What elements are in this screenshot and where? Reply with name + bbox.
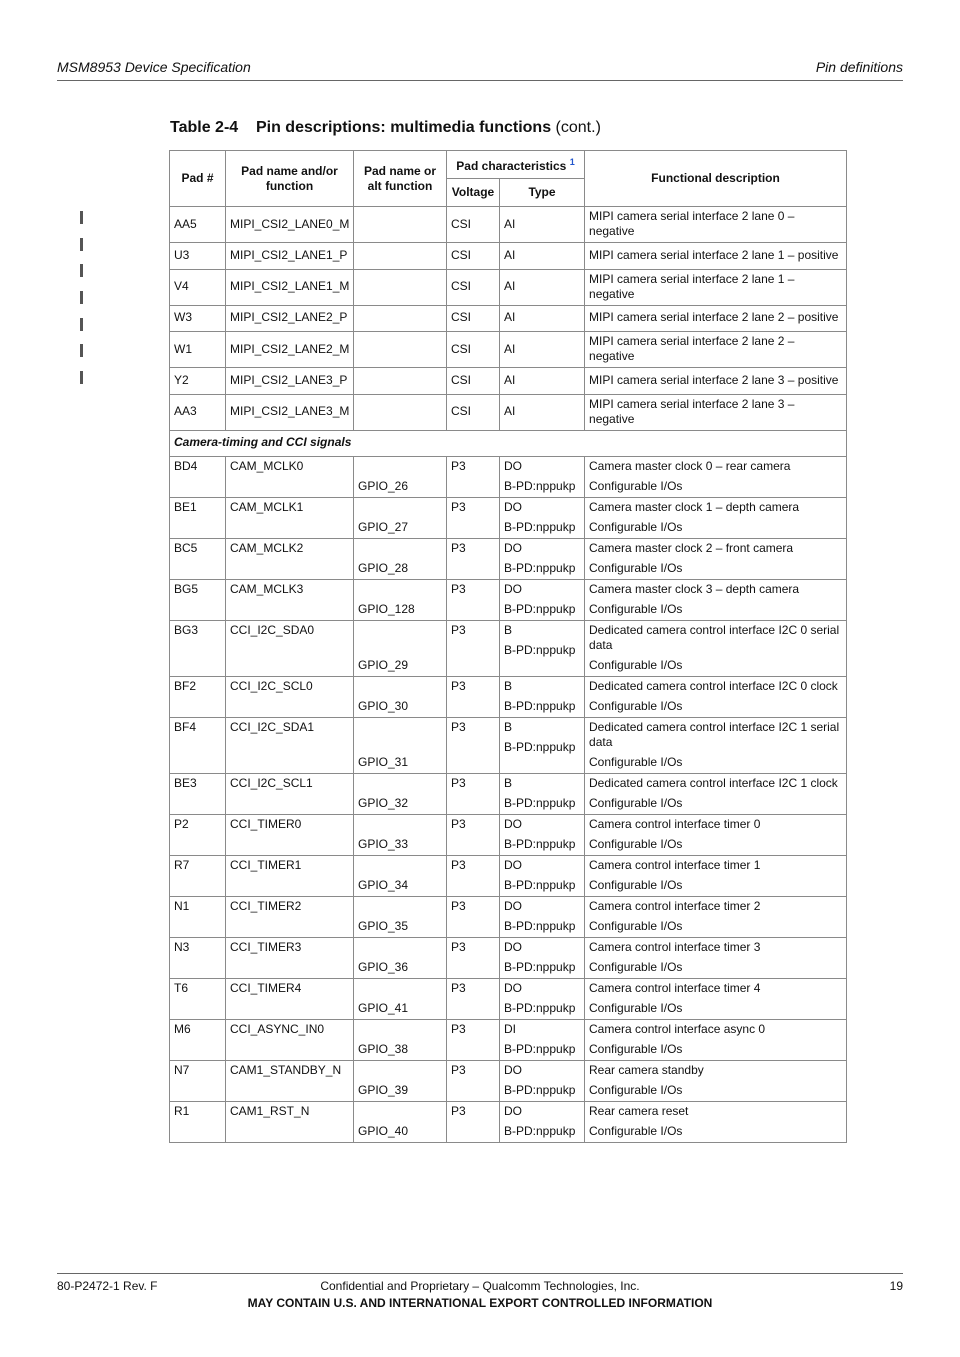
pad-type-alt: B-PD:nppukp — [504, 1041, 576, 1056]
pad-type-alt: B-PD:nppukp — [504, 918, 576, 933]
alt-function — [354, 207, 447, 243]
table-title: Pin descriptions: multimedia functions — [255, 119, 552, 136]
pad-number: R7 — [170, 855, 226, 896]
pad-type — [500, 717, 585, 773]
pad-name: CCI_TIMER0 — [226, 814, 354, 855]
col-header-voltage: Voltage — [447, 179, 500, 207]
pad-type — [500, 855, 585, 896]
change-bars — [80, 211, 86, 398]
alt-function: GPIO_31 — [354, 717, 447, 773]
alt-function — [354, 243, 447, 270]
pad-name: CCI_I2C_SCL0 — [226, 676, 354, 717]
confidential-notice: Confidential and Proprietary – Qualcomm Technologies, Inc. — [320, 1279, 640, 1293]
description — [585, 620, 847, 676]
table-row — [170, 207, 847, 243]
pad-number: AA3 — [170, 394, 226, 430]
pad-type: AI — [500, 243, 585, 270]
table-row — [170, 855, 847, 896]
pad-type-primary: B — [504, 775, 513, 790]
gpio-rows — [170, 456, 847, 1142]
alt-function — [354, 269, 447, 305]
description: MIPI camera serial interface 2 lane 0 – negative — [585, 207, 847, 243]
description — [585, 579, 847, 620]
description-primary: Camera master clock 2 – front camera — [589, 540, 794, 555]
description-primary: Dedicated camera control interface I2C 0 serial data — [589, 622, 840, 652]
pad-type-primary: DO — [504, 816, 522, 831]
description-primary: Camera control interface timer 2 — [589, 898, 761, 913]
pad-number: BC5 — [170, 538, 226, 579]
pad-name: MIPI_CSI2_LANE2_P — [226, 305, 354, 332]
pad-name: CCI_TIMER2 — [226, 896, 354, 937]
alt-function: GPIO_32 — [354, 773, 447, 814]
description — [585, 717, 847, 773]
pad-type-primary: DO — [504, 1062, 522, 1077]
alt-function: GPIO_30 — [354, 676, 447, 717]
description-primary: Rear camera reset — [589, 1103, 689, 1118]
description-alt: Configurable I/Os — [589, 918, 683, 933]
pin-table — [169, 150, 847, 1143]
table-row — [170, 243, 847, 270]
voltage: P3 — [447, 456, 500, 497]
pad-type-alt: B-PD:nppukp — [504, 560, 576, 575]
pad-type: AI — [500, 207, 585, 243]
description-alt: Configurable I/Os — [589, 560, 683, 575]
description-alt: Configurable I/Os — [589, 795, 683, 810]
description: MIPI camera serial interface 2 lane 1 – negative — [585, 269, 847, 305]
alt-function: GPIO_40 — [354, 1101, 447, 1142]
table-row — [170, 305, 847, 332]
alt-function — [354, 368, 447, 395]
pad-type: AI — [500, 394, 585, 430]
voltage: P3 — [447, 717, 500, 773]
pad-characteristics-label: Pad characteristics — [456, 159, 567, 173]
table-row — [170, 1019, 847, 1060]
pad-type — [500, 896, 585, 937]
pad-type-primary: DO — [504, 581, 522, 596]
pad-type — [500, 814, 585, 855]
description-primary: Camera master clock 3 – depth camera — [589, 581, 800, 596]
pad-name: CCI_TIMER4 — [226, 978, 354, 1019]
change-bar — [80, 211, 83, 224]
voltage: P3 — [447, 620, 500, 676]
pad-type — [500, 497, 585, 538]
change-bar — [80, 318, 83, 331]
alt-function: GPIO_41 — [354, 978, 447, 1019]
export-notice: MAY CONTAIN U.S. AND INTERNATIONAL EXPORT CONTROLLED INFORMATION — [247, 1296, 713, 1310]
pad-type: AI — [500, 305, 585, 332]
pad-type — [500, 978, 585, 1019]
table-row — [170, 497, 847, 538]
alt-function: GPIO_28 — [354, 538, 447, 579]
col-header-pad: Pad # — [170, 151, 226, 207]
description-primary: Dedicated camera control interface I2C 0 clock — [589, 678, 838, 693]
description-primary: Camera control interface timer 1 — [589, 857, 761, 872]
pad-number: R1 — [170, 1101, 226, 1142]
voltage: CSI — [447, 269, 500, 305]
pad-name: CAM_MCLK3 — [226, 579, 354, 620]
voltage: P3 — [447, 579, 500, 620]
pad-name: MIPI_CSI2_LANE1_P — [226, 243, 354, 270]
col-header-pad-characteristics — [447, 151, 585, 179]
description: MIPI camera serial interface 2 lane 3 – positive — [585, 368, 847, 395]
pad-type-alt: B-PD:nppukp — [504, 877, 576, 892]
description — [585, 978, 847, 1019]
pad-type: AI — [500, 269, 585, 305]
pad-number: Y2 — [170, 368, 226, 395]
voltage: P3 — [447, 855, 500, 896]
pad-number: N1 — [170, 896, 226, 937]
description-alt: Configurable I/Os — [589, 754, 683, 769]
pad-number: BF4 — [170, 717, 226, 773]
table-row — [170, 269, 847, 305]
description — [585, 855, 847, 896]
description — [585, 497, 847, 538]
description: MIPI camera serial interface 2 lane 1 – positive — [585, 243, 847, 270]
pad-type-primary: DO — [504, 458, 522, 473]
description-alt: Configurable I/Os — [589, 836, 683, 851]
footnote-ref[interactable]: 1 — [569, 157, 575, 167]
alt-function: GPIO_36 — [354, 937, 447, 978]
pad-type-primary: DO — [504, 939, 522, 954]
pad-type — [500, 1060, 585, 1101]
table-row — [170, 717, 847, 773]
pad-number: V4 — [170, 269, 226, 305]
description-primary: Dedicated camera control interface I2C 1 clock — [589, 775, 838, 790]
description-primary: Camera master clock 0 – rear camera — [589, 458, 791, 473]
table-row — [170, 368, 847, 395]
pad-number: BG3 — [170, 620, 226, 676]
pad-type-alt: B-PD:nppukp — [504, 642, 576, 657]
pad-number: BE3 — [170, 773, 226, 814]
csi-rows — [170, 207, 847, 431]
pad-type-alt: B-PD:nppukp — [504, 1000, 576, 1015]
pad-type-alt: B-PD:nppukp — [504, 698, 576, 713]
pad-name: CAM_MCLK2 — [226, 538, 354, 579]
table-row — [170, 394, 847, 430]
pad-name: CCI_ASYNC_IN0 — [226, 1019, 354, 1060]
description: MIPI camera serial interface 2 lane 2 – positive — [585, 305, 847, 332]
pad-type: AI — [500, 368, 585, 395]
pad-name: CAM1_STANDBY_N — [226, 1060, 354, 1101]
pad-name: CAM1_RST_N — [226, 1101, 354, 1142]
pad-type-primary: DO — [504, 499, 522, 514]
description-alt: Configurable I/Os — [589, 1082, 683, 1097]
table-row — [170, 978, 847, 1019]
page-number: 19 — [889, 1279, 903, 1293]
pad-type-primary: B — [504, 719, 513, 734]
description-alt: Configurable I/Os — [589, 1041, 683, 1056]
pad-type-primary: B — [504, 678, 513, 693]
pad-number: BF2 — [170, 676, 226, 717]
table-row — [170, 814, 847, 855]
table-row — [170, 1060, 847, 1101]
col-header-alt: Pad name or alt function — [354, 151, 447, 207]
pad-number: N7 — [170, 1060, 226, 1101]
pad-type: AI — [500, 332, 585, 368]
description-primary: Dedicated camera control interface I2C 1 serial data — [589, 719, 840, 749]
pad-number: N3 — [170, 937, 226, 978]
pad-type — [500, 1019, 585, 1060]
pad-type-primary: DO — [504, 980, 522, 995]
pad-number: T6 — [170, 978, 226, 1019]
footer-rule — [57, 1273, 903, 1274]
header-rule — [57, 80, 903, 81]
col-header-desc: Functional description — [585, 151, 847, 207]
pad-type — [500, 538, 585, 579]
pad-type — [500, 676, 585, 717]
pad-number: W3 — [170, 305, 226, 332]
pad-name: CCI_TIMER1 — [226, 855, 354, 896]
alt-function: GPIO_39 — [354, 1060, 447, 1101]
alt-function — [354, 394, 447, 430]
pad-name: MIPI_CSI2_LANE3_M — [226, 394, 354, 430]
table-row — [170, 620, 847, 676]
pad-number: P2 — [170, 814, 226, 855]
voltage: P3 — [447, 1101, 500, 1142]
pad-type-primary: DO — [504, 857, 522, 872]
table-row — [170, 896, 847, 937]
pad-number: W1 — [170, 332, 226, 368]
pad-type-alt: B-PD:nppukp — [504, 519, 576, 534]
pad-type — [500, 1101, 585, 1142]
voltage: P3 — [447, 497, 500, 538]
pad-type-primary: DO — [504, 1103, 522, 1118]
description-primary: Camera control interface timer 3 — [589, 939, 761, 954]
table-row — [170, 937, 847, 978]
alt-function: GPIO_26 — [354, 456, 447, 497]
pad-number: BD4 — [170, 456, 226, 497]
change-bar — [80, 344, 83, 357]
voltage: CSI — [447, 332, 500, 368]
voltage: P3 — [447, 814, 500, 855]
voltage: P3 — [447, 538, 500, 579]
alt-function: GPIO_128 — [354, 579, 447, 620]
voltage: P3 — [447, 1019, 500, 1060]
description — [585, 896, 847, 937]
table-row — [170, 1101, 847, 1142]
section-title: Pin definitions — [815, 59, 903, 75]
change-bar — [80, 371, 83, 384]
alt-function: GPIO_27 — [354, 497, 447, 538]
pad-type-alt: B-PD:nppukp — [504, 959, 576, 974]
description — [585, 676, 847, 717]
pad-type-alt: B-PD:nppukp — [504, 836, 576, 851]
pad-type-primary: DI — [504, 1021, 516, 1036]
description-primary: Camera control interface timer 0 — [589, 816, 761, 831]
voltage: CSI — [447, 243, 500, 270]
pad-type-alt: B-PD:nppukp — [504, 795, 576, 810]
table-row — [170, 773, 847, 814]
pad-type-alt: B-PD:nppukp — [504, 1123, 576, 1138]
description — [585, 1060, 847, 1101]
pad-name: MIPI_CSI2_LANE0_M — [226, 207, 354, 243]
description-alt: Configurable I/Os — [589, 877, 683, 892]
description: MIPI camera serial interface 2 lane 3 – negative — [585, 394, 847, 430]
table-row — [170, 676, 847, 717]
pad-type — [500, 456, 585, 497]
pad-type-alt: B-PD:nppukp — [504, 739, 576, 754]
description-primary: Rear camera standby — [589, 1062, 704, 1077]
alt-function: GPIO_29 — [354, 620, 447, 676]
description-alt: Configurable I/Os — [589, 959, 683, 974]
pad-number: AA5 — [170, 207, 226, 243]
pad-name: MIPI_CSI2_LANE2_M — [226, 332, 354, 368]
description-primary: Camera control interface async 0 — [589, 1021, 766, 1036]
pad-name: CCI_I2C_SDA1 — [226, 717, 354, 773]
description — [585, 1101, 847, 1142]
table-row — [170, 332, 847, 368]
description-alt: Configurable I/Os — [589, 1000, 683, 1015]
voltage: CSI — [447, 394, 500, 430]
pad-name: CCI_I2C_SDA0 — [226, 620, 354, 676]
alt-function — [354, 305, 447, 332]
description-alt: Configurable I/Os — [589, 478, 683, 493]
pad-type-primary: DO — [504, 898, 522, 913]
description — [585, 937, 847, 978]
change-bar — [80, 238, 83, 251]
alt-function: GPIO_33 — [354, 814, 447, 855]
pad-name: MIPI_CSI2_LANE3_P — [226, 368, 354, 395]
description-primary: Camera control interface timer 4 — [589, 980, 761, 995]
table-row — [170, 579, 847, 620]
pad-number: BG5 — [170, 579, 226, 620]
table-number: Table 2-4 — [170, 119, 239, 136]
pad-name: CAM_MCLK1 — [226, 497, 354, 538]
description — [585, 538, 847, 579]
description-alt: Configurable I/Os — [589, 657, 683, 672]
section-heading: Camera-timing and CCI signals — [170, 430, 847, 456]
pad-type — [500, 937, 585, 978]
description-alt: Configurable I/Os — [589, 1123, 683, 1138]
description-alt: Configurable I/Os — [589, 519, 683, 534]
description-primary: Camera master clock 1 – depth camera — [589, 499, 800, 514]
pad-name: CCI_TIMER3 — [226, 937, 354, 978]
pad-number: BE1 — [170, 497, 226, 538]
col-header-type: Type — [500, 179, 585, 207]
voltage: P3 — [447, 937, 500, 978]
pad-name: MIPI_CSI2_LANE1_M — [226, 269, 354, 305]
pad-type-alt: B-PD:nppukp — [504, 601, 576, 616]
description: MIPI camera serial interface 2 lane 2 – negative — [585, 332, 847, 368]
col-header-name: Pad name and/or function — [226, 151, 354, 207]
document-title: MSM8953 Device Specification — [57, 59, 251, 75]
change-bar — [80, 291, 83, 304]
table-row — [170, 456, 847, 497]
pad-type-alt: B-PD:nppukp — [504, 1082, 576, 1097]
voltage: P3 — [447, 978, 500, 1019]
change-bar — [80, 264, 83, 277]
alt-function: GPIO_35 — [354, 896, 447, 937]
pad-type — [500, 579, 585, 620]
voltage: CSI — [447, 305, 500, 332]
pad-number: U3 — [170, 243, 226, 270]
table-row — [170, 538, 847, 579]
voltage: P3 — [447, 1060, 500, 1101]
alt-function: GPIO_38 — [354, 1019, 447, 1060]
table-caption — [170, 119, 601, 137]
voltage: P3 — [447, 676, 500, 717]
description-alt: Configurable I/Os — [589, 698, 683, 713]
pad-type-alt: B-PD:nppukp — [504, 478, 576, 493]
pad-name: CAM_MCLK0 — [226, 456, 354, 497]
description-alt: Configurable I/Os — [589, 601, 683, 616]
table-cont: (cont.) — [555, 119, 601, 136]
description — [585, 773, 847, 814]
voltage: P3 — [447, 773, 500, 814]
pad-number: M6 — [170, 1019, 226, 1060]
pad-name: CCI_I2C_SCL1 — [226, 773, 354, 814]
voltage: CSI — [447, 207, 500, 243]
pad-type-primary: DO — [504, 540, 522, 555]
voltage: P3 — [447, 896, 500, 937]
alt-function: GPIO_34 — [354, 855, 447, 896]
voltage: CSI — [447, 368, 500, 395]
doc-number: 80-P2472-1 Rev. F — [57, 1279, 158, 1293]
alt-function — [354, 332, 447, 368]
pad-type — [500, 620, 585, 676]
pad-type-primary: B — [504, 622, 513, 637]
description — [585, 456, 847, 497]
description — [585, 814, 847, 855]
pad-type — [500, 773, 585, 814]
description — [585, 1019, 847, 1060]
